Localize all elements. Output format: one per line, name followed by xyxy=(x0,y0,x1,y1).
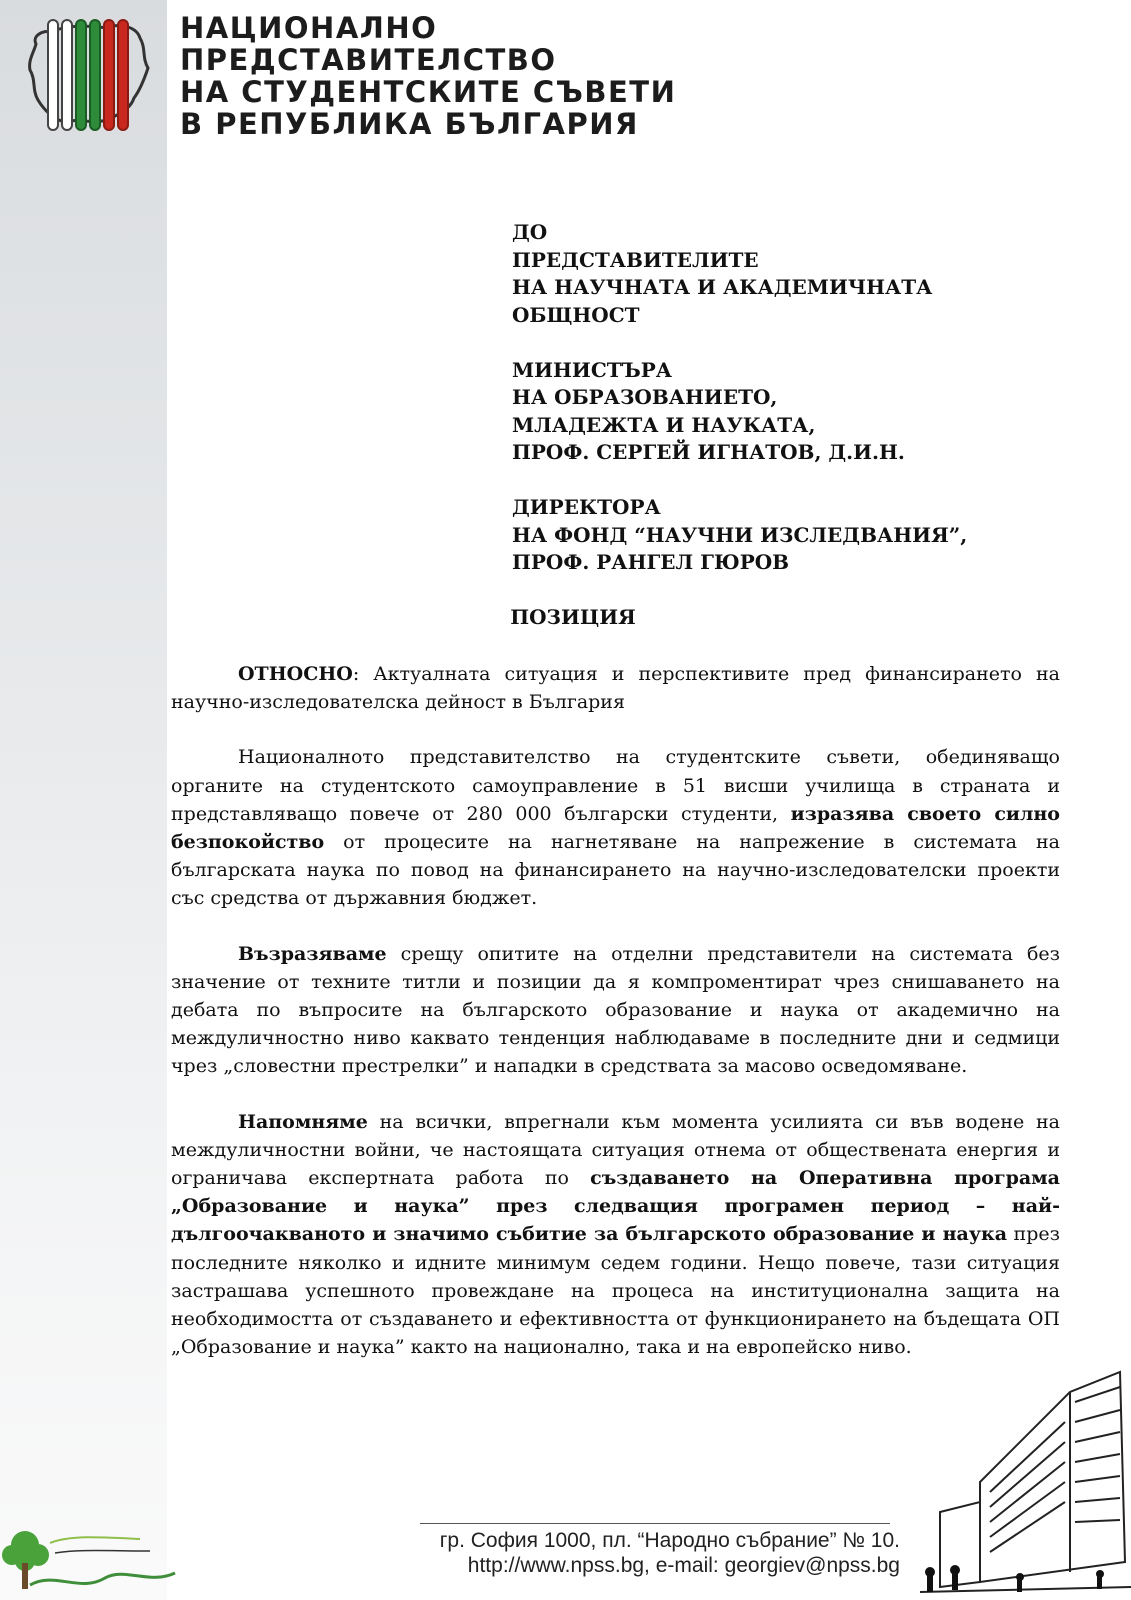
text-run-bold: Напомняме xyxy=(238,1110,368,1133)
text-run-bold: изразява своето силно безпокойство xyxy=(171,802,1060,854)
text-run-bold: създаването на Оперативна програма „Образование и наука” през следващия програмен период – най-дългоочакваното и значимо събитие за българското образование и наука xyxy=(171,1167,1060,1246)
subject-text: : Актуалната ситуация и перспективите пред финансирането на научно-изследователска дейност в България xyxy=(171,663,1060,714)
org-name-line: НА СТУДЕНТСКИТЕ СЪВЕТИ xyxy=(180,75,677,109)
recipients-block xyxy=(512,219,967,604)
body-paragraph xyxy=(171,743,1060,912)
tree-campaign-logo-icon xyxy=(0,1523,190,1600)
footer xyxy=(420,1528,900,1578)
recipient-line: ПРЕДСТАВИТЕЛИТЕ xyxy=(512,247,759,272)
subject-label: ОТНОСНО xyxy=(238,663,353,685)
body-paragraph xyxy=(171,940,1060,1081)
recipient-line: МИНИСТЪРА xyxy=(512,357,673,382)
recipient-line: ПРОФ. РАНГЕЛ ГЮРОВ xyxy=(512,550,790,574)
recipient-line: НА НАУЧНАТА И АКАДЕМИЧНАТА xyxy=(512,275,933,299)
document-title: ПОЗИЦИЯ xyxy=(510,605,636,629)
recipient-line: ПРОФ. СЕРГЕЙ ИГНАТОВ, Д.И.Н. xyxy=(512,440,905,464)
footer-contacts: http://www.npss.bg, e-mail: georgiev@npss.bg xyxy=(467,1554,900,1577)
text-run: от процесите на нагнетяване на напрежение в системата на българската наука по повод на финансирането на научно-изследователски проекти със средства от държавния бюджет. xyxy=(171,831,1060,910)
recipient-group xyxy=(512,357,967,467)
organization-name xyxy=(180,12,676,140)
footer-divider xyxy=(420,1523,890,1524)
text-run: Националното представителство на студентските съвети, обединяващо органите на студентското самоуправление в 51 висши училища в страната и представляващо повече от 280 000 български студенти, xyxy=(171,746,1060,825)
recipient-line: ДО xyxy=(512,220,548,244)
building-sketch-icon xyxy=(920,1362,1131,1600)
footer-address: гр. София 1000, пл. “Народно събрание” № 10. xyxy=(439,1529,900,1552)
subject-paragraph xyxy=(171,660,1060,716)
org-name-line: НАЦИОНАЛНО xyxy=(180,11,438,45)
document-body xyxy=(171,660,1060,1388)
text-run-bold: Възразяваме xyxy=(238,942,387,965)
document-title-row xyxy=(0,605,1131,629)
recipient-group xyxy=(512,219,967,329)
recipient-group xyxy=(512,494,967,577)
recipient-line: ДИРЕКТОРА xyxy=(512,495,661,519)
org-name-line: В РЕПУБЛИКА БЪЛГАРИЯ xyxy=(180,107,639,141)
bulgaria-map-tricolor-icon xyxy=(22,14,152,136)
decorative-side-band xyxy=(0,0,167,1600)
recipient-line: ОБЩНОСТ xyxy=(512,302,640,327)
text-run: на всички, впрегнали към момента усилията си във водене на междуличностни войни, че настоящата ситуация отнема от обществената енергия и ограничава експертната работа по xyxy=(171,1110,1060,1190)
recipient-line: НА ФОНД “НАУЧНИ ИЗСЛЕДВАНИЯ”, xyxy=(512,522,968,547)
recipient-line: НА ОБРАЗОВАНИЕТО, xyxy=(512,385,778,409)
recipient-line: МЛАДЕЖТА И НАУКАТА, xyxy=(512,412,816,437)
text-run: през последните няколко и идните минимум седем години. Нещо повече, тази ситуация застрашава успешното провеждане на процеса на институционална защита на необходимостта от създаването и ефективността от функционирането на бъдещата ОП „Образование и наука” както на национално, така и на европейско ниво. xyxy=(171,1223,1060,1359)
org-name-line: ПРЕДСТАВИТЕЛСТВО xyxy=(180,43,557,77)
body-paragraph xyxy=(171,1108,1060,1362)
text-run: срещу опитите на отделни представители на системата без значение от техните титли и позиции да я компроментират чрез снишаването на дебата по въпросите на българското образование и наука от академично на междуличностно ниво каквато тенденция наблюдаваме в последните дни и седмици чрез „словестни престрелки” и нападки в средствата за масово осведомяване. xyxy=(171,942,1060,1078)
